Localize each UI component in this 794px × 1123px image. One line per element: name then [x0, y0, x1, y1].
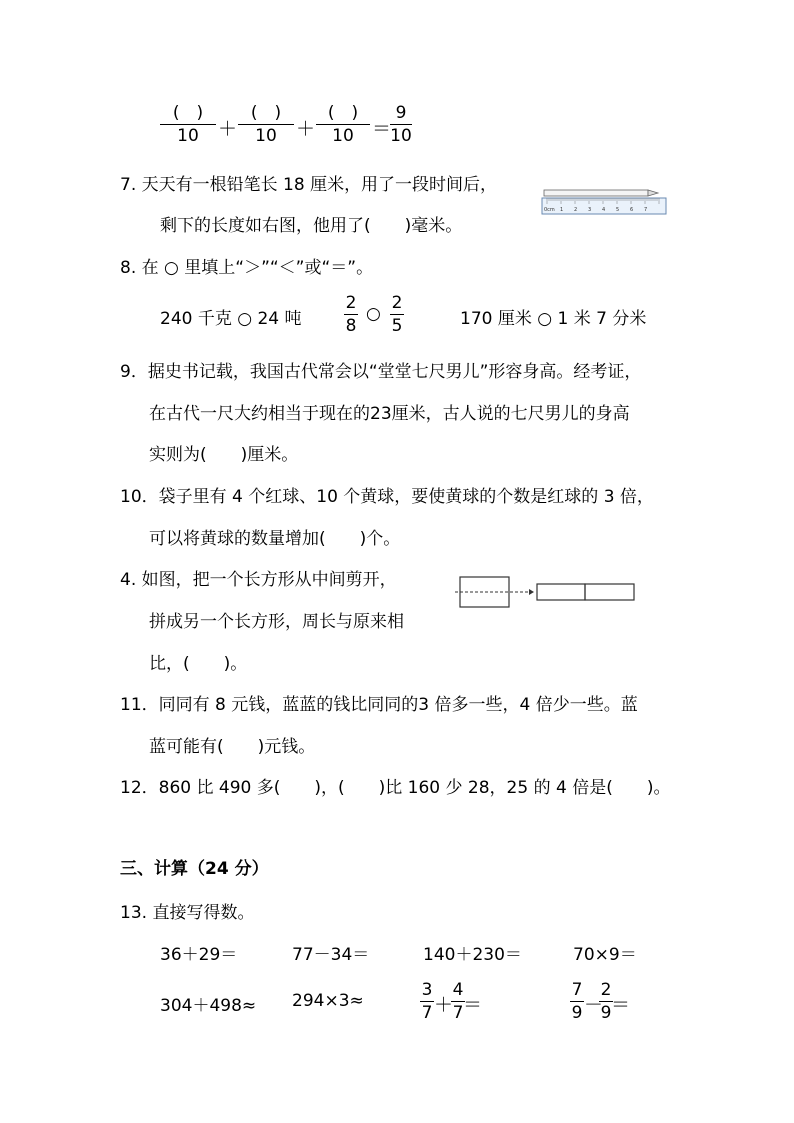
q8-fraction-a: 2 8 — [345, 293, 357, 336]
new-rectangle-right — [585, 584, 634, 600]
q13-title: 13. 直接写得数。 — [120, 903, 255, 923]
ruler-tick-label: 1 — [560, 207, 564, 213]
equals-sign: ＝ — [372, 118, 392, 140]
ruler-tick-label: 4 — [602, 207, 606, 213]
q9-line2: 在古代一尺大约相当于现在的23厘米，古人说的七尺男儿的身高 — [149, 404, 630, 424]
q9-line3: 实则为( )厘米。 — [149, 445, 299, 465]
ruler-unit-label: 0cm — [544, 207, 555, 213]
result-fraction: 9 10 — [390, 103, 412, 146]
calc-item: 36＋29＝ — [160, 945, 238, 965]
q12-line1: 12．860 比 490 多( )，( )比 160 少 28，25 的 4 倍是( )。 — [120, 778, 671, 798]
new-rectangle-left — [537, 584, 585, 600]
q8-item1: 240 千克 ○ 24 吨 — [160, 309, 302, 329]
q4-line1: 4. 如图，把一个长方形从中间剪开， — [120, 570, 397, 590]
blank-fraction-2: ( ) 10 — [238, 103, 294, 146]
arrow-icon — [529, 589, 534, 595]
ruler-tick-label: 5 — [616, 207, 620, 213]
ruler-icon — [542, 198, 666, 214]
ruler-tick-label: 7 — [644, 207, 648, 213]
calc-item: 70×9＝ — [573, 945, 637, 965]
fraction: 7 9 — [571, 980, 583, 1023]
calc-item: 294×3≈ — [292, 991, 364, 1011]
compare-circle: ○ — [366, 304, 381, 324]
calc-item: 140＋230＝ — [423, 945, 522, 965]
ruler-tick-label: 6 — [630, 207, 634, 213]
q8-instruction: 8. 在 ○ 里填上“＞”“＜”或“＝”。 — [120, 258, 374, 278]
q10-line1: 10．袋子里有 4 个红球、10 个黄球，要使黄球的个数是红球的 3 倍， — [120, 487, 654, 507]
pencil-ruler-figure — [540, 186, 670, 218]
calc-item: 77－34＝ — [292, 945, 370, 965]
ruler-tick-label: 3 — [588, 207, 592, 213]
q9-line1: 9．据史书记载，我国古代常会以“堂堂七尺男儿”形容身高。经考证， — [120, 362, 642, 382]
q8-item3: 170 厘米 ○ 1 米 7 分米 — [460, 309, 647, 329]
plus-sign: ＋ — [434, 994, 454, 1016]
plus-sign: ＋ — [296, 118, 316, 140]
minus-sign: － — [584, 994, 604, 1016]
q8-fraction-b: 2 5 — [391, 293, 403, 336]
q10-line2: 可以将黄球的数量增加( )个。 — [149, 529, 401, 549]
q4-line3: 比，( )。 — [149, 654, 248, 674]
blank-fraction-1: ( ) 10 — [160, 103, 216, 146]
q7-line2: 剩下的长度如右图，他用了( )毫米。 — [160, 216, 463, 236]
fraction: 4 7 — [452, 980, 464, 1023]
q11-line1: 11．同同有 8 元钱，蓝蓝的钱比同同的3 倍多一些，4 倍少一些。蓝 — [120, 695, 638, 715]
blank-fraction-3: ( ) 10 — [316, 103, 370, 146]
q7-line1: 7. 天天有一根铅笔长 18 厘米，用了一段时间后， — [120, 175, 498, 195]
rectangle-cut-figure — [455, 574, 640, 610]
pencil-icon — [544, 190, 658, 196]
ruler-tick-label: 2 — [574, 207, 578, 213]
fraction: 3 7 — [421, 980, 433, 1023]
q4-line2: 拼成另一个长方形，周长与原来相 — [149, 612, 404, 632]
q11-line2: 蓝可能有( )元钱。 — [149, 737, 316, 757]
equals-sign: ＝ — [463, 994, 483, 1016]
calc-item: 304＋498≈ — [160, 996, 257, 1016]
fraction: 2 9 — [600, 980, 612, 1023]
section-title: 三、计算（24 分） — [120, 859, 269, 879]
equals-sign: ＝ — [611, 994, 631, 1016]
plus-sign: ＋ — [218, 118, 238, 140]
